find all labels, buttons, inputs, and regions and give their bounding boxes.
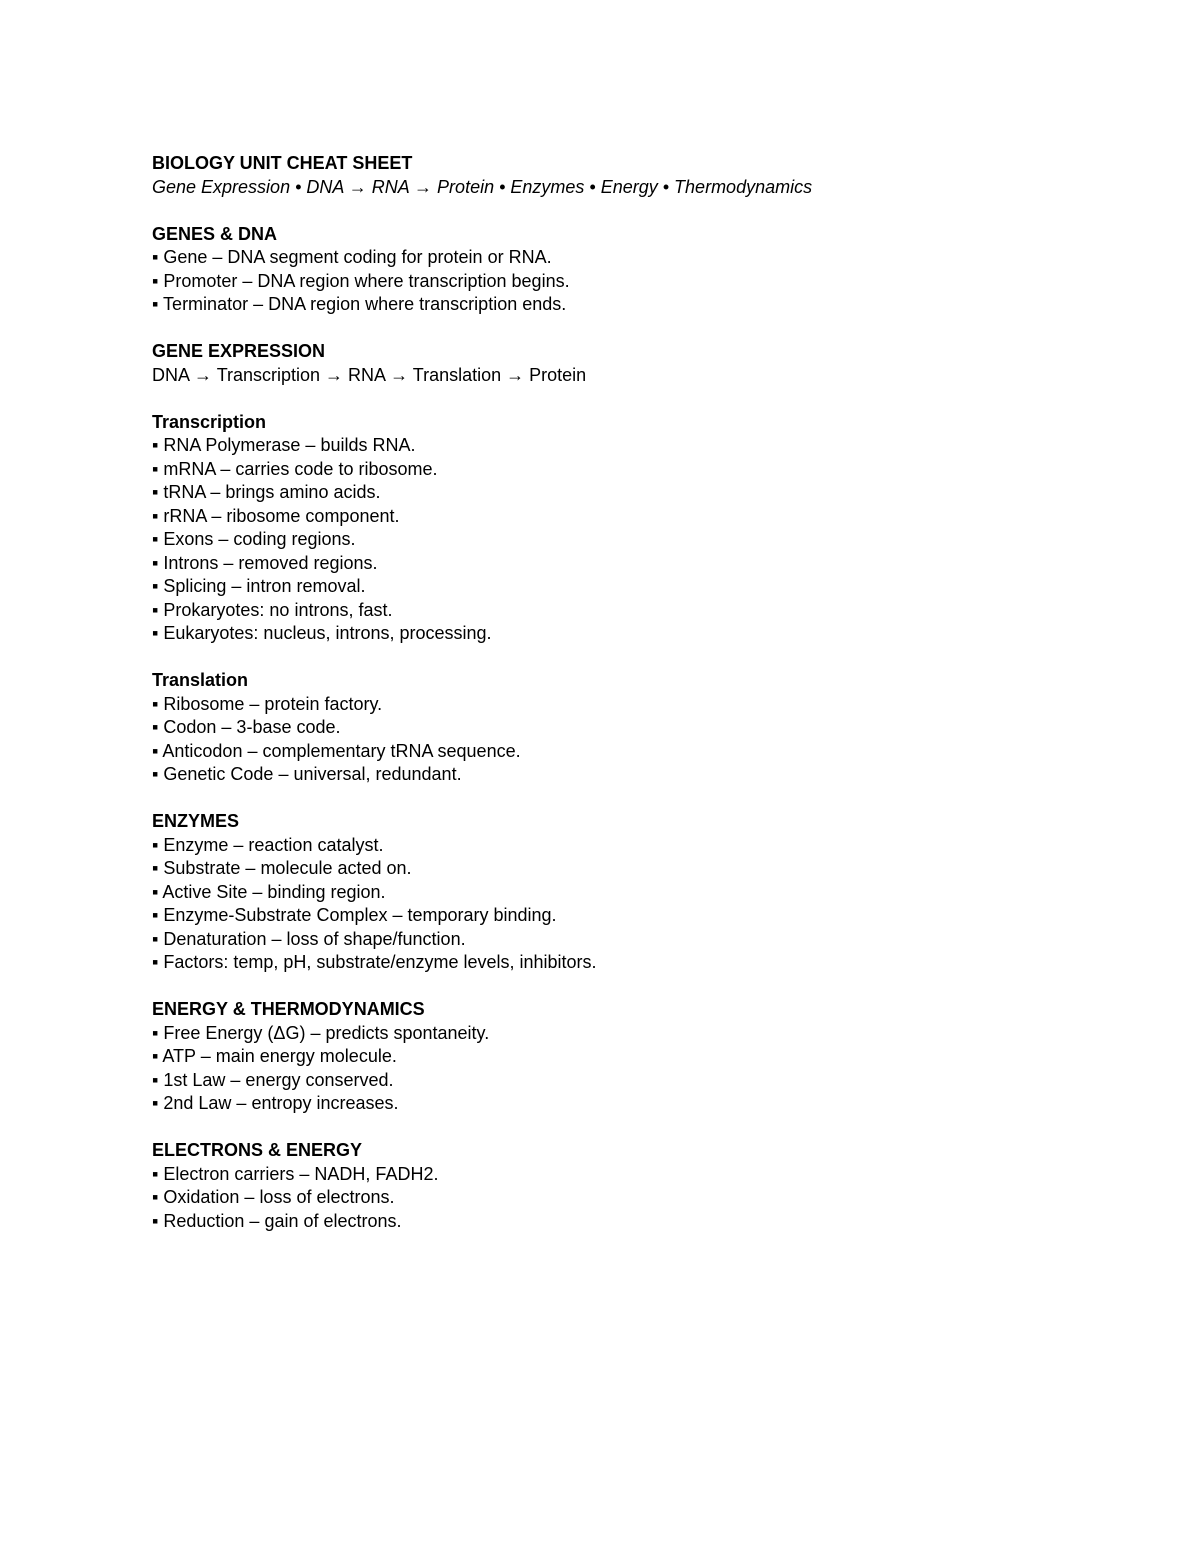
section-heading: ENZYMES [152, 811, 240, 831]
spacer [152, 199, 1112, 223]
section-heading: GENES & DNA [152, 223, 278, 244]
spacer [152, 646, 1112, 670]
list-item: ▪ Introns – removed regions. [152, 552, 378, 573]
bullet-list [152, 834, 1112, 975]
bullet-list [152, 246, 1112, 317]
list-item: ▪ tRNA – brings amino acids. [152, 482, 381, 502]
spacer [152, 387, 1112, 411]
list-item: ▪ Codon – 3-base code. [152, 717, 341, 737]
document-subtitle: Gene Expression • DNA → RNA → Protein • Enzymes • Energy • Thermodynamics [152, 176, 813, 197]
list-item: ▪ Denaturation – loss of shape/function. [152, 928, 466, 949]
section-translation [152, 669, 1112, 787]
bullet-list [152, 434, 1112, 646]
list-item: ▪ Enzyme-Substrate Complex – temporary binding. [152, 905, 557, 925]
section-genes-dna [152, 223, 1112, 317]
section-enzymes [152, 810, 1112, 975]
list-item: ▪ Gene – DNA segment coding for protein or RNA. [152, 247, 552, 267]
list-item: ▪ Exons – coding regions. [152, 529, 356, 549]
list-item: ▪ Active Site – binding region. [152, 881, 386, 902]
list-item: ▪ Enzyme – reaction catalyst. [152, 834, 384, 855]
list-item: ▪ Eukaryotes: nucleus, introns, processing. [152, 623, 492, 643]
section-energy-thermodynamics [152, 998, 1112, 1116]
spacer [152, 975, 1112, 999]
document-page [152, 152, 1112, 1233]
list-item: ▪ mRNA – carries code to ribosome. [152, 458, 438, 479]
list-item: ▪ Free Energy (ΔG) – predicts spontaneity. [152, 1022, 490, 1043]
list-item: ▪ RNA Polymerase – builds RNA. [152, 435, 416, 455]
section-gene-expression [152, 340, 1112, 387]
list-item: ▪ Anticodon – complementary tRNA sequence. [152, 740, 521, 761]
list-item: ▪ Substrate – molecule acted on. [152, 858, 412, 878]
document-title: BIOLOGY UNIT CHEAT SHEET [152, 153, 413, 173]
expression-flow: DNA → Transcription → RNA → Translation → Protein [152, 364, 587, 385]
bullet-list [152, 693, 1112, 787]
list-item: ▪ 2nd Law – entropy increases. [152, 1093, 399, 1113]
section-heading: ELECTRONS & ENERGY [152, 1140, 363, 1160]
list-item: ▪ Terminator – DNA region where transcription ends. [152, 294, 567, 314]
list-item: ▪ 1st Law – energy conserved. [152, 1069, 394, 1090]
section-heading: GENE EXPRESSION [152, 341, 326, 361]
list-item: ▪ Factors: temp, pH, substrate/enzyme levels, inhibitors. [152, 952, 597, 972]
list-item: ▪ Ribosome – protein factory. [152, 693, 383, 714]
section-electrons-energy [152, 1139, 1112, 1233]
spacer [152, 1116, 1112, 1140]
subsection-heading: Transcription [152, 411, 267, 432]
list-item: ▪ Genetic Code – universal, redundant. [152, 764, 462, 784]
section-transcription [152, 411, 1112, 646]
section-heading: ENERGY & THERMODYNAMICS [152, 999, 425, 1019]
list-item: ▪ ATP – main energy molecule. [152, 1046, 397, 1066]
bullet-list [152, 1163, 1112, 1234]
list-item: ▪ rRNA – ribosome component. [152, 505, 400, 526]
list-item: ▪ Splicing – intron removal. [152, 576, 366, 596]
bullet-list [152, 1022, 1112, 1116]
list-item: ▪ Oxidation – loss of electrons. [152, 1187, 395, 1207]
spacer [152, 787, 1112, 811]
list-item: ▪ Promoter – DNA region where transcription begins. [152, 270, 570, 291]
spacer [152, 317, 1112, 341]
list-item: ▪ Reduction – gain of electrons. [152, 1210, 402, 1231]
list-item: ▪ Electron carriers – NADH, FADH2. [152, 1163, 439, 1184]
list-item: ▪ Prokaryotes: no introns, fast. [152, 599, 393, 620]
subsection-heading: Translation [152, 670, 249, 690]
